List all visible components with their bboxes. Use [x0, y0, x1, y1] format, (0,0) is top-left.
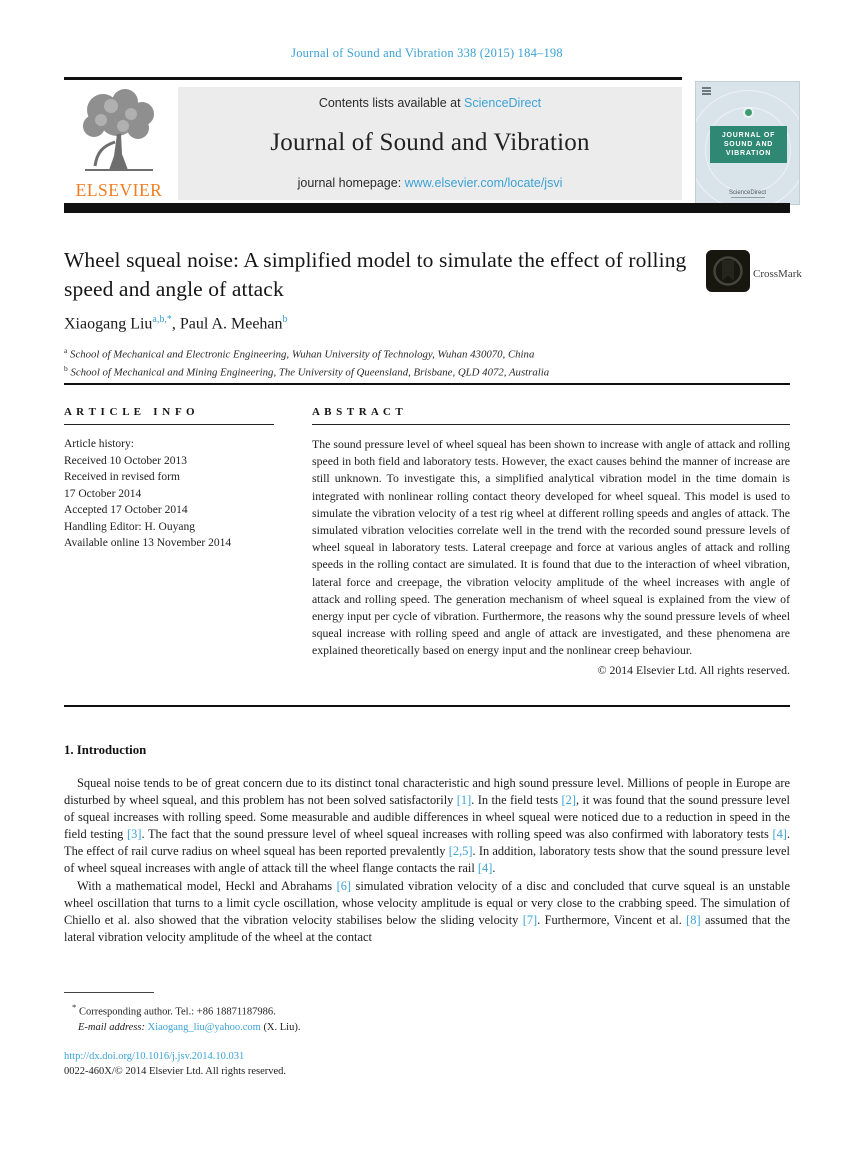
issn-copyright-line: 0022-460X/© 2014 Elsevier Ltd. All rights reserved.	[64, 1065, 287, 1077]
heading-rule	[64, 424, 274, 425]
footnote-marker: *	[72, 1002, 77, 1012]
contents-line	[319, 96, 541, 110]
intro-paragraph: With a mathematical model, Heckl and Abrahams [6] simulated vibration velocity of a disc and concluded that curve squeal is an unstable wheel oscillation that turns to a limit cycle oscillation, whose velocity amplitude is equal or very close to the crabbing speed. The simulation of Chiello et al. also showed that the vibration velocity stabilises below the sliding velocity [7]. Furthermore, Vincent et al. [8] assumed that the lateral vibration velocity amplitude of the wheel at the contact	[64, 878, 790, 944]
reference-link[interactable]: [3]	[127, 827, 142, 842]
abstract-copyright: © 2014 Elsevier Ltd. All rights reserved.	[597, 662, 790, 677]
elsevier-tree-icon	[71, 161, 167, 178]
cover-title-box	[710, 126, 787, 163]
email-note	[64, 1020, 524, 1035]
cover-title-line: VIBRATION	[725, 150, 772, 157]
sciencedirect-link[interactable]: ScienceDirect	[464, 96, 542, 110]
reference-link[interactable]: [1]	[456, 793, 472, 808]
masthead-box	[178, 87, 682, 200]
reference-link[interactable]: [8]	[686, 912, 701, 927]
reference-link[interactable]: [7]	[522, 912, 538, 927]
author-line	[64, 314, 288, 333]
history-line: Received 10 October 2013	[64, 454, 187, 467]
affiliation-line: $^a$ School of Mechanical and Electronic Engineering, Wuhan University of Technology, Wuhan 430070, China	[64, 346, 535, 361]
reference-link[interactable]: [2]	[561, 793, 576, 808]
article-history-label: Article history:	[64, 438, 134, 450]
author-affil-marker[interactable]: a,b,*	[152, 314, 172, 325]
email-link[interactable]: Xiaogang_liu@yahoo.com	[144, 1021, 261, 1033]
affiliation-line: $^b$ School of Mechanical and Mining Engineering, The University of Queensland, Brisbane, QLD 4072, Australia	[64, 364, 550, 379]
history-line: Available online 13 November 2014	[64, 537, 232, 549]
section-divider	[64, 383, 790, 385]
history-line: Accepted 17 October 2014	[64, 504, 188, 516]
main-text	[64, 743, 790, 946]
affiliations	[64, 344, 549, 380]
cover-title-line: JOURNAL OF	[721, 132, 776, 139]
footnote-block	[64, 992, 524, 1079]
history-line: Handling Editor: H. Ouyang	[64, 520, 195, 533]
corresponding-author-note: * Corresponding author. Tel.: +86 18871187986.	[72, 1002, 276, 1018]
article-info-column	[64, 406, 274, 552]
elsevier-logo	[64, 88, 174, 201]
journal-citation-link[interactable]: Journal of Sound and Vibration 338 (2015) 184–198	[291, 46, 563, 60]
reference-link[interactable]: [4]	[477, 861, 493, 876]
article-title: Wheel squeal noise: A simplified model to simulate the effect of rolling speed and angle of attack	[64, 248, 687, 301]
journal-homepage-link[interactable]: www.elsevier.com/locate/jsvi	[404, 176, 563, 190]
homepage-line	[298, 176, 563, 190]
cover-sciencedirect-label: ScienceDirect	[728, 190, 766, 196]
doi-link[interactable]: http://dx.doi.org/10.1016/j.jsv.2014.10.031	[64, 1050, 245, 1062]
introduction-heading: 1. Introduction	[64, 743, 147, 757]
crossmark-label: CrossMark	[753, 267, 802, 280]
cover-publisher-mark-icon	[702, 87, 711, 99]
history-line: 17 October 2014	[64, 487, 142, 500]
author-name: , Paul A. Meehan	[171, 315, 283, 333]
journal-cover-thumbnail[interactable]	[695, 81, 800, 205]
author-affil-marker[interactable]: b	[282, 314, 288, 325]
intro-paragraph: Squeal noise tends to be of great concern due to its distinct tonal characteristic and high sound pressure level. Millions of people in Europe are disturbed by wheel squeal, and this problem has not been solved satisfactorily [1]. In the field tests [2], it was found that the sound pressure level of squeal increases with rolling speed. Some measurable and audible differences in wheel squeal were noticed due to a reduction in speed in the field testing [3]. The fact that the sound pressure level of wheel squeal increases with rolling speed was also confirmed with laboratory tests [4]. The effect of rail curve radius on wheel squeal has been reported prevalently [2,5]. In addition, laboratory tests show that the sound pressure level of wheel squeal increases with angle of attack till the wheel flange contacts the rail [4].	[64, 776, 790, 876]
cover-green-dot-icon	[745, 109, 752, 116]
footnote-rule	[64, 992, 154, 993]
crossmark-badge[interactable]	[706, 250, 802, 297]
abstract-text: The sound pressure level of wheel squeal has been shown to increase with angle of attack and rolling speed in both field and laboratory tests. However, the exact causes behind the manner of increase are still unknown. To investigate this, a simplified analytical vibration model in the time domain is integrated with nonlinear rolling contact theory developed for wheel squeal. This model is used to simulate the vibration velocity of a test rig wheel at different rolling speeds and angles of attack. The simulated vibration velocities correlate well in the trend with the recorded sound pressure levels of wheel squeal in laboratory tests. Lateral creepage and force at various angles of attack and rolling speeds in the rolling contact are simulated. It is found that due to the interaction of wheel vibration, lateral force and creepage, the vibration velocity amplitude of the wheel increases with angle of attack and rolling speed. The generation mechanism of wheel squeal is explained from the view of energy input per cycle of vibration. Furthermore, the reasons why the sound pressure levels of wheel squeal increase with rolling speed and angle of attack are investigated, and these phenomena are explained theoretically based on energy input and the nonlinear creep behaviour.	[312, 437, 790, 658]
email-label: E-mail address:	[78, 1021, 145, 1033]
reference-link[interactable]: [2,5]	[448, 844, 473, 859]
history-line: Received in revised form	[64, 471, 180, 483]
heading-rule	[312, 424, 790, 425]
elsevier-wordmark: ELSEVIER	[75, 180, 163, 200]
section-divider	[64, 705, 790, 707]
abstract-column	[312, 406, 790, 678]
masthead-bottom-bar	[64, 203, 790, 213]
crossmark-icon	[706, 250, 750, 297]
contents-prefix: Contents lists available at	[318, 96, 465, 110]
reference-link[interactable]: [6]	[336, 878, 352, 893]
top-rule	[64, 77, 682, 80]
cover-title-line: SOUND AND	[723, 141, 774, 148]
journal-masthead-title: Journal of Sound and Vibration	[270, 129, 590, 156]
homepage-prefix: journal homepage:	[297, 176, 405, 190]
email-suffix: (X. Liu).	[260, 1021, 301, 1033]
abstract-heading: A B S T R A C T	[312, 406, 404, 418]
author-name: Xiaogang Liu	[64, 315, 153, 333]
reference-link[interactable]: [4]	[772, 827, 787, 842]
article-info-heading: A R T I C L E I N F O	[64, 406, 196, 418]
